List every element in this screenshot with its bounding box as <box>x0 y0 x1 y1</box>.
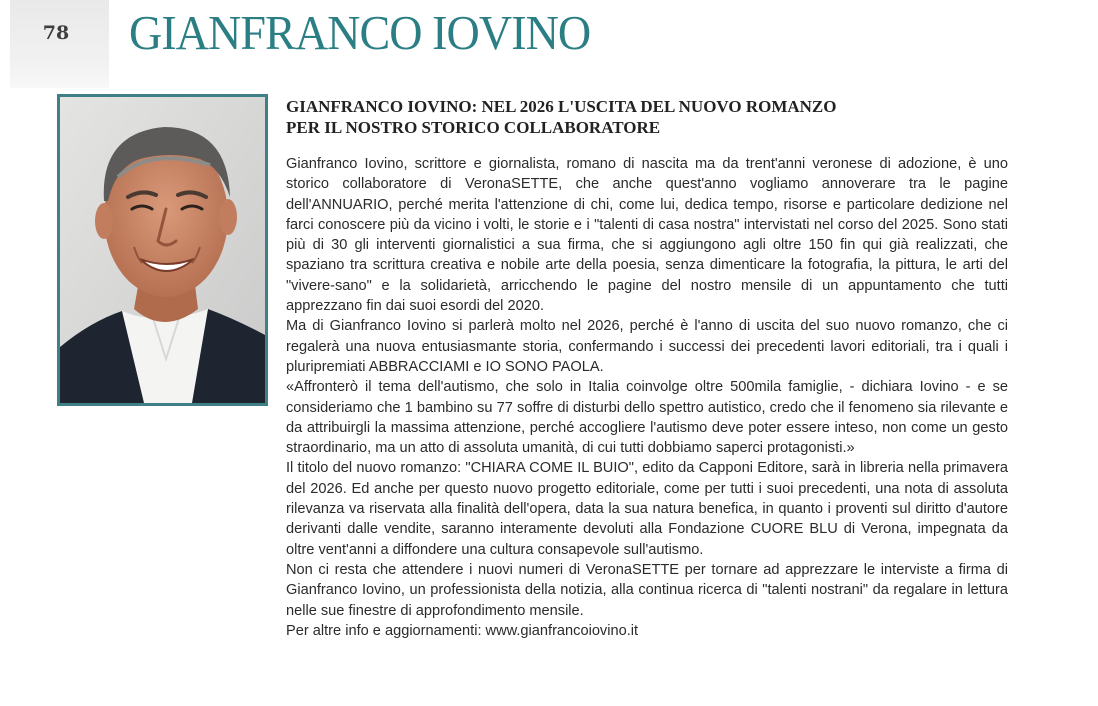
portrait-photo <box>57 94 268 406</box>
article-paragraph: «Affronterò il tema dell'autismo, che solo in Italia coinvolge oltre 500mila famiglie, - dichiara Iovino - e se consideriamo che 1 bambino su 77 soffre di disturbi dello spettro autistico, credo che il fenomeno sia rilevante e da attribuirgli la massima attenzione, perché accogliere l'autismo deve poter essere inteso, non come un gesto straordinario, ma un atto di assoluta umanità, di cui tutti dobbiamo saperci protagonisti.» <box>286 379 1008 457</box>
page-number: 78 <box>42 22 70 44</box>
page-header-name: GIANFRANCO IOVINO <box>129 5 591 60</box>
article-body <box>286 154 1008 641</box>
article-paragraph: Ma di Gianfranco Iovino si parlerà molto nel 2026, perché è l'anno di uscita del suo nuovo romanzo, che ci regalerà una nuova entusiasmante storia, confermando i successi dei precedenti lavori editoriali, tra i quali i pluripremiati ABBRACCIAMI e IO SONO PAOLA. <box>286 318 1008 375</box>
article-title-line-2: PER IL NOSTRO STORICO COLLABORATORE <box>286 118 661 137</box>
article-title <box>286 96 886 138</box>
article-paragraph: Non ci resta che attendere i nuovi numeri di VeronaSETTE per tornare ad apprezzare le interviste a firma di Gianfranco Iovino, un professionista della notizia, alla continua ricerca di "talenti nostrani" da regalare in lettura nelle sue finestre di approfondimento mensile. <box>286 561 1008 619</box>
article-paragraph: Il titolo del nuovo romanzo: "CHIARA COME IL BUIO", edito da Capponi Editore, sarà in libreria nella primavera del 2026. Ed anche per questo nuovo progetto editoriale, come per tutti i suoi precedenti, una nota di assoluta rilevanza va riservata alla finalità dell'opera, data la sua natura benefica, in quanto i proventi sul diritto d'autore derivanti dalle vendite, saranno interamente devoluti alla Fondazione CUORE BLU di Verona, impegnata da oltre vent'anni a diffondere una cultura consapevole sull'autismo. <box>286 460 1008 558</box>
article-title-line-1: GIANFRANCO IOVINO: NEL 2026 L'USCITA DEL NUOVO ROMANZO <box>286 97 837 116</box>
article-paragraph: Gianfranco Iovino, scrittore e giornalista, romano di nascita ma da trent'anni veronese di adozione, è uno storico collaboratore di VeronaSETTE, che anche quest'anno vogliamo annoverare tra le pagine dell'ANNUARIO, perché merita l'attenzione di chi, come lui, dedica tempo, risorse e particolare dedizione nel farci conoscere più da vicino i volti, le storie e i "talenti di casa nostra" intervistati nel corso del 2025. Sono stati più di 30 gli interventi giornalistici a sua firma, che si aggiungono agli oltre 150 fin qui già realizzati, che spaziano tra scrittura creativa e nobile arte della poesia, senza dimenticare la fotografia, la pittura, le arti del "vivere-sano" e la solidarietà, arricchendo le pagine del nostro mensile di un appuntamento che tutti apprezzano fin dai suoi esordi del 2020. <box>286 156 1008 315</box>
article-paragraph: Per altre info e aggiornamenti: www.gianfrancoiovino.it <box>286 622 639 639</box>
portrait-illustration <box>60 97 265 403</box>
page-number-box <box>10 0 109 88</box>
